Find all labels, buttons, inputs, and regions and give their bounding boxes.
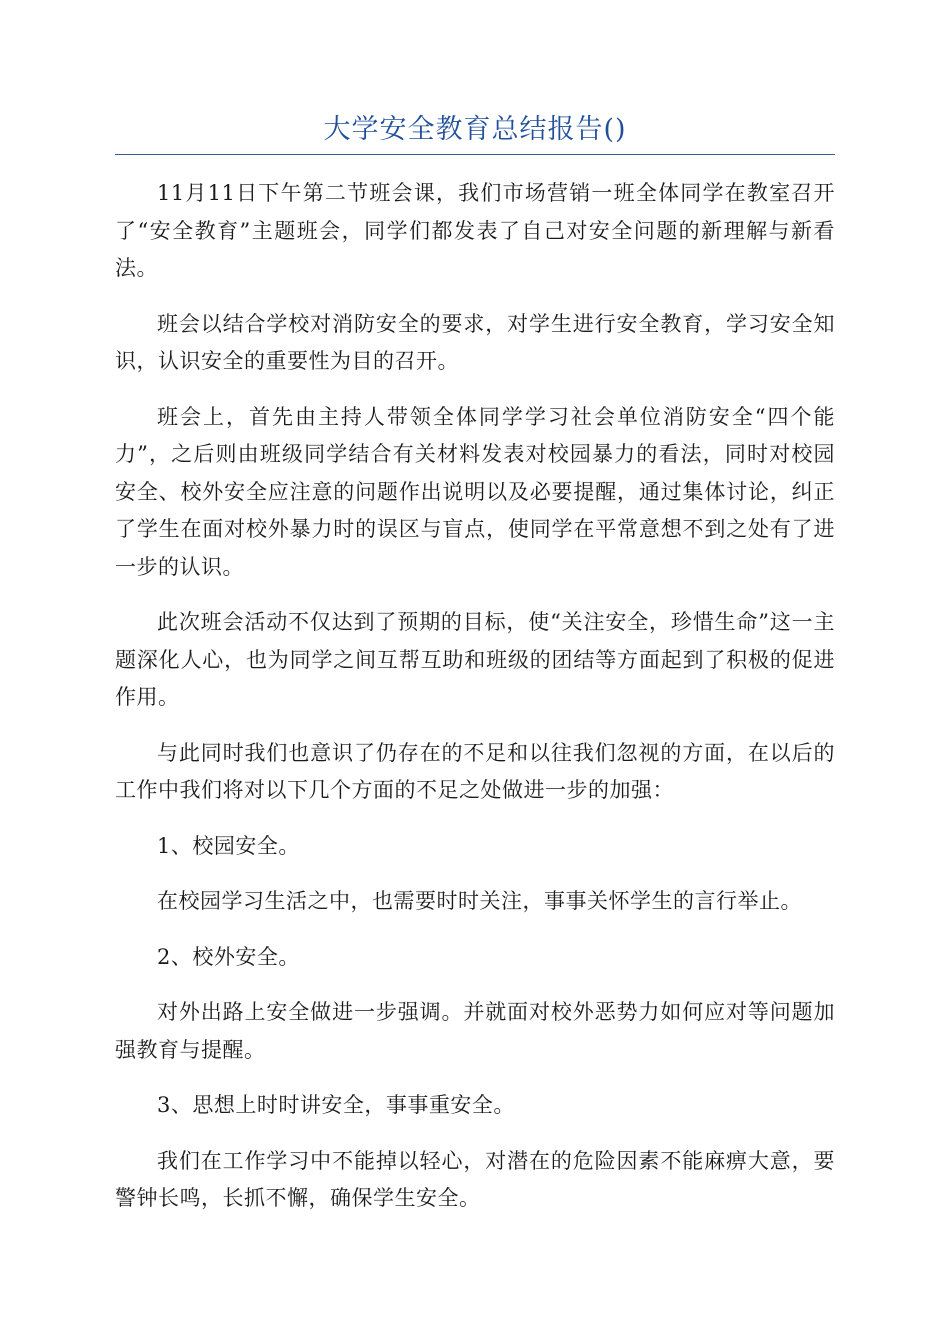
paragraph-intro: 11月11日下午第二节班会课，我们市场营销一班全体同学在教室召开了“安全教育”主题班会，同学们都发表了自己对安全问题的新理解与新看法。 <box>115 181 835 280</box>
paragraph-process: 班会上，首先由主持人带领全体同学学习社会单位消防安全“四个能力”，之后则由班级同学结合有关材料发表对校园暴力的看法，同时对校园安全、校外安全应注意的问题作出说明以及必要提醒，通过集体讨论，纠正了学生在面对校外暴力时的误区与盲点，使同学在平常意想不到之处有了进一步的认识。 <box>115 404 835 579</box>
paragraph-purpose: 班会以结合学校对消防安全的要求，对学生进行安全教育，学习安全知识，认识安全的重要性为目的召开。 <box>115 311 835 373</box>
list-heading-3: 3、思想上时时讲安全，事事重安全。 <box>157 1093 515 1117</box>
document-body <box>115 175 835 1236</box>
list-heading-1: 1、校园安全。 <box>157 833 300 858</box>
list-heading-2: 2、校外安全。 <box>157 944 300 969</box>
paragraph-result: 此次班会活动不仅达到了预期的目标，使“关注安全，珍惜生命”这一主题深化人心，也为同学之间互帮互助和班级的团结等方面起到了积极的促进作用。 <box>115 610 835 709</box>
document-title: 大学安全教育总结报告() <box>323 114 627 145</box>
list-detail-2: 对外出路上安全做进一步强调。并就面对校外恶势力如何应对等问题加强教育与提醒。 <box>115 1000 835 1062</box>
list-detail-3: 我们在工作学习中不能掉以轻心，对潜在的危险因素不能麻痹大意，要警钟长鸣，长抓不懈，确保学生安全。 <box>115 1148 835 1210</box>
paragraph-improvement: 与此同时我们也意识了仍存在的不足和以往我们忽视的方面，在以后的工作中我们将对以下几个方面的不足之处做进一步的加强： <box>115 740 835 802</box>
list-detail-1: 在校园学习生活之中，也需要时时关注，事事关怀学生的言行举止。 <box>157 889 802 913</box>
title-divider <box>115 154 835 155</box>
